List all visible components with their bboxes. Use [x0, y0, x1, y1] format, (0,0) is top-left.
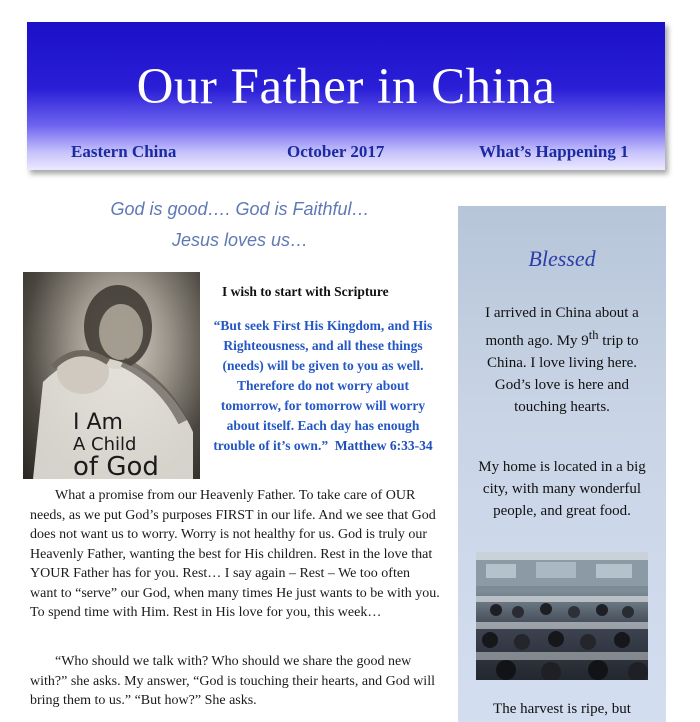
scripture-quote: [208, 316, 438, 456]
arrival-text-part-1: I arrived in China about a month ago. My 9: [485, 305, 639, 349]
sidebar-title: Blessed: [528, 246, 596, 271]
body-paragraph-2: “Who should we talk with? Who should we share the good new with?” she asks. My answer, “God is touching their hearts, and God will bring them to us.” “But how?” She asks.: [30, 654, 435, 708]
arrival-text-part-2: trip to China. I love living here. God’s love is here and touching hearts.: [487, 333, 639, 415]
caption-line-2: A Child: [73, 434, 137, 455]
sidebar-home-text: My home is located in a big city, with many wonderful people, and great food.: [478, 459, 646, 519]
jesus-embrace-picture: [23, 272, 200, 479]
sidebar-arrival-text: [470, 302, 654, 418]
tagline-line-1: God is good…. God is Faithful…: [110, 199, 370, 219]
scripture-reference: Matthew 6:33-34: [334, 438, 433, 453]
picture-caption: [73, 412, 193, 478]
header-banner: [27, 22, 665, 170]
dining-hall-photo: [476, 552, 648, 680]
caption-line-1: I Am: [73, 410, 123, 435]
date-label: October 2017: [287, 142, 385, 161]
dining-hall-illustration: [476, 552, 648, 680]
body-paragraph-1: What a promise from our Heavenly Father. To take care of OUR needs, as we put God’s purposes FIRST in our life. And we see that God does not want us to worry. Worry is not healthy for us. God is truly our Heavenly Father, wanting the best for His children. Rest in the love that YOUR Father has for you. Rest… I say again – Rest – We too often want to “serve” our God, when many times He just wants to be with you. To spend time with Him. Rest in His love for you, this week…: [30, 488, 440, 620]
caption-line-3: of God: [73, 452, 159, 479]
sidebar-harvest-text: The harvest is ripe, but: [493, 701, 631, 717]
region-label: Eastern China: [71, 142, 177, 161]
tagline-line-2: Jesus loves us…: [171, 230, 309, 250]
issue-label: What’s Happening 1: [479, 142, 629, 161]
blessed-sidebar: [458, 206, 666, 722]
scripture-text: “But seek First His Kingdom, and His Righteousness, and all these things (needs) will be given to you as well. Therefore do not worry about tomorrow, for tomorrow will worry about itself. Each day has enough trouble of it’s own.”: [213, 318, 433, 453]
scripture-heading: I wish to start with Scripture: [222, 284, 389, 299]
newsletter-title: Our Father in China: [136, 59, 556, 115]
ordinal-suffix: th: [588, 328, 599, 342]
